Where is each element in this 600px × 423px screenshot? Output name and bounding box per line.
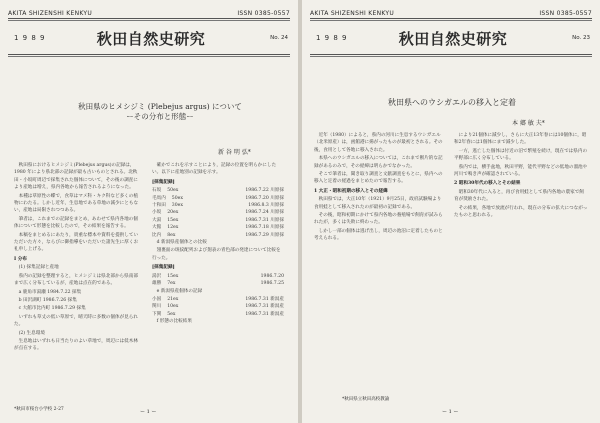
record-cell: 雄勝 bbox=[152, 281, 162, 287]
running-head bbox=[310, 5, 592, 17]
running-head-issn: ISSN 0385-0557 bbox=[539, 10, 592, 17]
record-cell: 関川 bbox=[152, 304, 162, 310]
paragraph: (2) 生息環境 bbox=[18, 330, 45, 336]
masthead-rule-thin bbox=[8, 56, 290, 57]
section-heading: 1 大正・昭和初期の移入とその経緯 bbox=[314, 188, 388, 194]
paragraph: (1) 採集記録と産地 bbox=[18, 265, 59, 271]
record-cell: 50ex bbox=[167, 188, 179, 194]
record-cell: 大湯 bbox=[152, 217, 162, 223]
paragraph: 秋田県におけるヒメシジミ(Plebejus argus)の記録は，1980 年により県北部の記録が最も古いものとされる。北秋田・小坂町周辺で採集された個体について，その後の調査により産地は増え，県内各地から報告されるようになった。 bbox=[14, 163, 138, 191]
paragraph: a 鹿角市湯瀬 1984.7.22 採集 bbox=[18, 289, 82, 295]
article-title-line1: 秋田県のヒメシジミ (Plebejus argus) について bbox=[78, 102, 242, 111]
paragraph: その結果，各地で放流が行われ，現在の分布の拡大につながったものと思われる。 bbox=[454, 205, 588, 219]
paragraph: b 田沢湖町 1986.7.26 採集 bbox=[18, 297, 77, 303]
paragraph: いずれも草丈の低い草原で，晴天時に多数の個体が見られた。 bbox=[14, 314, 138, 328]
record-row bbox=[152, 303, 284, 310]
header-rule bbox=[310, 18, 592, 19]
running-head bbox=[8, 5, 290, 17]
record-cell: 15ex bbox=[167, 273, 179, 279]
running-head-issn: ISSN 0385-0557 bbox=[237, 10, 290, 17]
issue-number: No. 23 bbox=[572, 35, 590, 41]
record-cell: 1986.7.29 川原採 bbox=[245, 232, 284, 238]
record-cell: 1986.7.20 川原採 bbox=[245, 195, 284, 201]
running-head-journal: AKITA SHIZENSHI KENKYU bbox=[310, 10, 395, 17]
paragraph: により21個体に減少し，さらに大正13年春には10個体に，昭和2年春には1個体にまで減少した。 bbox=[454, 133, 587, 146]
record-cell: 50ex bbox=[171, 195, 183, 201]
record-cell: 比内 bbox=[152, 232, 162, 238]
record-cell: 1986.7.31 川原採 bbox=[245, 217, 284, 223]
paragraph: 県内では，横手盆地，秋田平野，能代平野などの低地の溜池や河川で鳴き声が確認されている。 bbox=[454, 164, 588, 178]
left-column-2 bbox=[152, 162, 284, 406]
record-cell: 小坂 bbox=[152, 210, 162, 216]
paragraph: e 新潟県産個体の記録 bbox=[156, 288, 203, 294]
paragraph: f 形態の比較結果 bbox=[156, 319, 192, 325]
author: 本 郷 敏 夫* bbox=[512, 120, 545, 127]
header-rule-thin bbox=[310, 20, 592, 21]
page-number: ー 1 ー bbox=[140, 409, 157, 415]
record-cell: 石坂 bbox=[152, 188, 162, 194]
paragraph: d 新潟県産個体との比較 bbox=[156, 240, 207, 246]
record-row bbox=[152, 209, 284, 216]
record-cell: 20ex bbox=[167, 210, 179, 216]
footnote: *秋田市桜台小学校 2-27 bbox=[14, 407, 64, 412]
masthead bbox=[316, 26, 590, 50]
record-cell: 5ex bbox=[167, 311, 176, 317]
masthead-rule bbox=[310, 54, 592, 55]
record-cell: 1986.7.31 新潟産 bbox=[245, 311, 284, 317]
record-cell: 12ex bbox=[167, 225, 179, 231]
record-row bbox=[152, 202, 284, 209]
left-page bbox=[0, 0, 298, 423]
paragraph: 生息地はいずれも日当たりのよい草地で，周辺には低木林が点在する。 bbox=[14, 338, 138, 352]
paragraph: 県内の記録を整理すると，ヒメシジミは県北部から県南部まで広く分布しているが，産地は点在的である。 bbox=[14, 273, 138, 287]
record-cell: 下関 bbox=[152, 311, 162, 317]
page-number: ー 1 ー bbox=[442, 409, 459, 415]
record-cell: 15ex bbox=[167, 217, 179, 223]
paragraph: 一方，逃亡した個体は付近の沼で繁殖を続け，現在では県内の平野部に広く分布している。 bbox=[454, 148, 588, 162]
record-row bbox=[152, 195, 284, 202]
record-row bbox=[152, 296, 284, 303]
record-cell: 大館 bbox=[152, 225, 162, 231]
record-cell: 1986.7.22 川原採 bbox=[245, 188, 284, 194]
paragraph: そこで筆者は，聞き取り調査と文献調査をもとに，県内への移入と定着の経過をまとめたので報告する。 bbox=[314, 172, 443, 185]
section-heading: Ⅰ 分布 bbox=[14, 256, 27, 262]
record-row bbox=[152, 217, 284, 224]
record-cell: 1986.7.31 新潟産 bbox=[245, 296, 284, 302]
section-heading: 2 昭和30年代の移入とその結果 bbox=[454, 181, 521, 187]
record-cell: 1986.7.18 川原採 bbox=[245, 225, 284, 231]
record-cell: 10ex bbox=[167, 304, 179, 310]
issue-number: No. 24 bbox=[270, 35, 288, 41]
journal-title: 秋田自然史研究 bbox=[96, 29, 206, 48]
record-row bbox=[152, 280, 284, 287]
section-heading: [採集記録] bbox=[152, 179, 175, 185]
year: 1 9 8 9 bbox=[14, 34, 46, 42]
paragraph: その後，昭和初期にかけて県内各地の養殖場で飼育が試みられたが，多くは失敗に終わった。 bbox=[314, 213, 443, 226]
article-subtitle: ーその分布と形態ー bbox=[126, 112, 194, 121]
footnote: *秋田県立秋田高校教諭 bbox=[342, 397, 390, 402]
record-cell: 1986.7.25 bbox=[260, 281, 284, 287]
record-cell: 1986.8.3 川原採 bbox=[248, 203, 284, 209]
record-row bbox=[152, 224, 284, 231]
record-cell: 8ex bbox=[167, 232, 176, 238]
right-column-2 bbox=[454, 132, 588, 394]
paragraph: 本稿をまとめるにあたり，貴重な標本や資料を提供していただいた方々，ならびに御指導をいただいた諸先生に厚くお礼申し上げる。 bbox=[14, 232, 139, 253]
section-heading: [採集記録] bbox=[152, 265, 175, 271]
paragraph: 本県へのウシガエルの移入については，これまで断片的な記録があるのみで，その経緯は明らかでなかった。 bbox=[314, 156, 443, 169]
record-cell: 湯沢 bbox=[152, 273, 162, 279]
record-cell: 30ex bbox=[171, 203, 183, 209]
record-row bbox=[152, 311, 284, 318]
running-head-journal: AKITA SHIZENSHI KENKYU bbox=[8, 10, 93, 17]
paragraph: 本種は草原性の蝶で，食草はマメ科・キク科など多くの植物にわたる。しかし近年，生息地である草地の減少にともない，産地は局限されつつある。 bbox=[14, 193, 139, 214]
year: 1 9 8 9 bbox=[316, 34, 348, 42]
record-cell: 1986.7.20 bbox=[260, 273, 284, 279]
paragraph: 昭和30年代に入ると，再び食用蛙として県内各地の農家で飼育が奨励された。 bbox=[454, 189, 584, 203]
right-page bbox=[302, 0, 600, 423]
article-title: 秋田県へのウシガエルの移入と定着 bbox=[388, 98, 516, 107]
paragraph: 秋田県では，大正10年（1921）9月25日，政府試験場より食用蛙として移入されたのが最初の記録である。 bbox=[314, 197, 442, 210]
record-cell: 十和田 bbox=[152, 203, 166, 209]
record-cell: 1986.7.31 新潟産 bbox=[245, 304, 284, 310]
record-cell: 毛馬内 bbox=[152, 195, 166, 201]
masthead-rule-thin bbox=[310, 56, 592, 57]
masthead bbox=[14, 26, 288, 50]
masthead-rule bbox=[8, 54, 290, 55]
record-cell: 7ex bbox=[167, 281, 176, 287]
author: 新 谷 明 弘* bbox=[218, 149, 251, 156]
record-row bbox=[152, 187, 284, 194]
paragraph: c 大館市比内町 1986.7.29 採集 bbox=[18, 306, 86, 312]
paragraph: 翅裏面の斑紋配列および翅表の青色部の発達について比較を行った。 bbox=[152, 248, 281, 261]
journal-title: 秋田自然史研究 bbox=[398, 29, 508, 48]
header-rule bbox=[8, 18, 290, 19]
paragraph: 筆者は，これまでの記録をまとめ，あわせて県内各地の個体について形態を比較したので，その結果を報告する。 bbox=[14, 216, 138, 230]
record-cell: 小国 bbox=[152, 296, 162, 302]
record-row bbox=[152, 273, 284, 280]
article-title bbox=[60, 102, 260, 122]
paragraph: しかし一部の個体は逃げ出し，周辺の池沼に定着したものと考えられる。 bbox=[314, 228, 443, 242]
left-column-1 bbox=[14, 162, 142, 406]
record-cell: 21ex bbox=[167, 296, 179, 302]
record-cell: 1986.7.24 川原採 bbox=[245, 210, 284, 216]
header-rule-thin bbox=[8, 20, 290, 21]
right-column-1 bbox=[314, 132, 444, 394]
paragraph: 確かでこれを示すことにより，記録の位置を明らかにしたい。以下に産地別の記録を示す。 bbox=[152, 163, 277, 176]
paragraph: 近年（1980）によると，県内の河川に生息するウシガエル（北米原産）は，函館港に揚がったものが最初とされる。その後，食用として各地に移入された。 bbox=[314, 133, 443, 153]
record-row bbox=[152, 232, 284, 239]
